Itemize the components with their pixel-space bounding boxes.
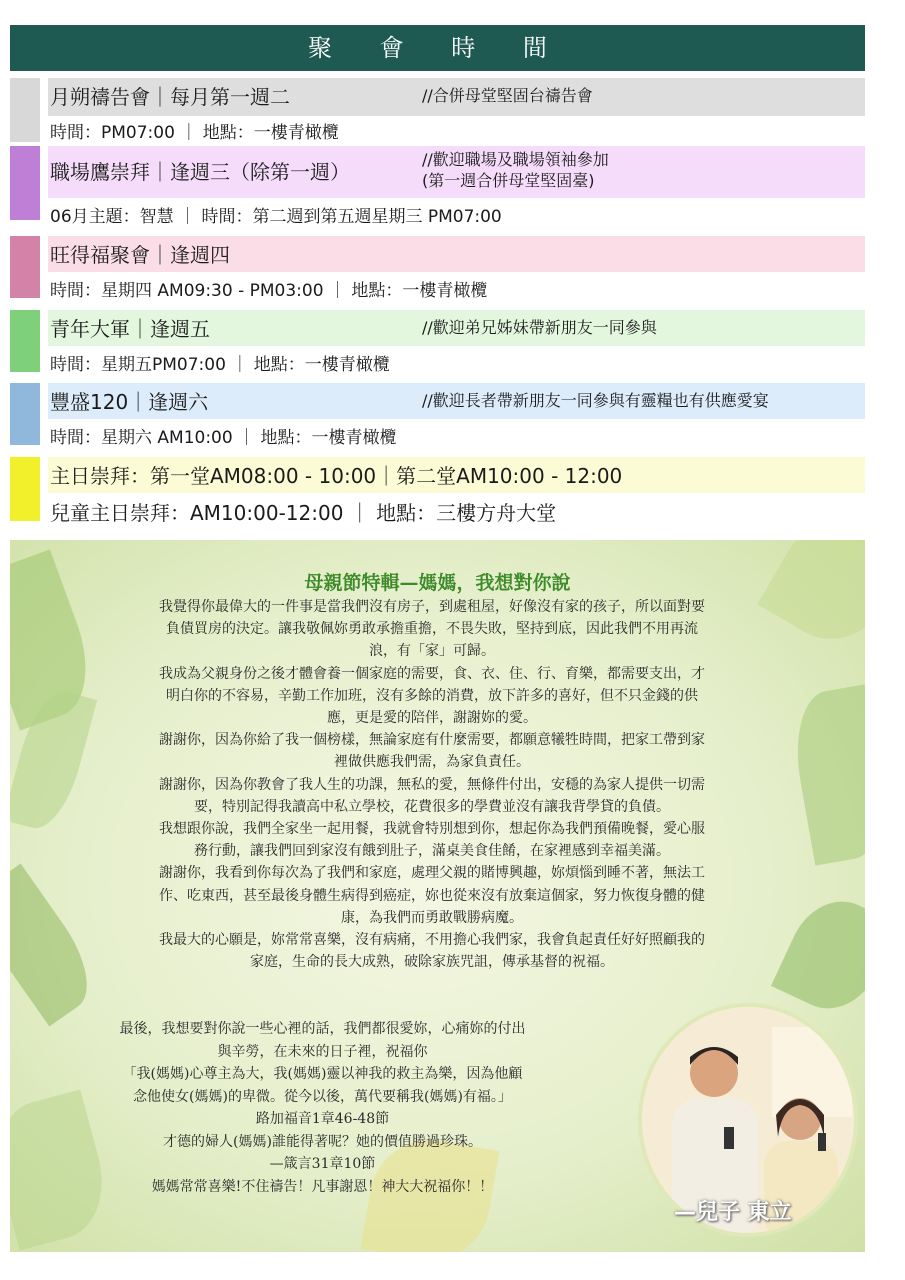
mothers-day-letter — [10, 540, 865, 1252]
event-color-swatch — [10, 146, 40, 220]
event-title: 豐盛120｜逢週六 — [50, 390, 209, 414]
closing-line: 「我(媽媽)心尊主為大，我(媽媽)靈以神我的救主為樂，因為他顧 — [122, 1066, 523, 1082]
event-row — [10, 78, 865, 148]
event-color-swatch — [10, 457, 40, 521]
event-details: 時間：星期六 AM10:00 ｜ 地點：一樓青橄欖 — [50, 428, 397, 448]
letter-line: 作、吃東西，甚至最後身體生病得到癌症，妳也從來沒有放棄這個家，努力恢復身體的健 — [159, 887, 705, 904]
letter-line: 應，更是愛的陪伴，謝謝妳的愛。 — [327, 710, 537, 727]
closing-line: 最後，我想要對你說一些心裡的話，我們都很愛妳，心痛妳的付出 — [119, 1021, 526, 1037]
event-note-secondary: (第一週合併母堂堅固臺) — [422, 171, 595, 190]
event-color-swatch — [10, 236, 40, 298]
event-color-swatch — [10, 383, 40, 445]
letter-line: 我最大的心願是，妳常常喜樂，沒有病痛，不用擔心我們家，我會負起責任好好照顧我的 — [159, 932, 705, 949]
event-row — [10, 310, 865, 380]
letter-line: 謝謝你，我看到你每次為了我們和家庭，處理父親的賭博興趣，妳煩惱到睡不著，無法工 — [159, 865, 705, 882]
letter-line: 浪，有「家」可歸。 — [369, 643, 495, 660]
event-title: 旺得福聚會｜逢週四 — [50, 243, 230, 267]
event-details: 時間：星期四 AM09:30 - PM03:00 ｜ 地點：一樓青橄欖 — [50, 281, 488, 301]
closing-line: 念他使女(媽媽)的卑微。從今以後，萬代要稱我(媽媽)有福。」 — [133, 1088, 512, 1105]
letter-body — [72, 596, 792, 973]
event-title: 職場鷹崇拜｜逢週三（除第一週） — [50, 160, 350, 184]
letter-title: 母親節特輯—媽媽，我想對你說 — [304, 572, 571, 594]
event-row — [10, 146, 865, 232]
event-color-swatch — [10, 310, 40, 372]
event-details: 兒童主日崇拜：AM10:00-12:00 ｜ 地點：三樓方舟大堂 — [50, 501, 557, 525]
letter-line: 謝謝你，因為你教會了我人生的功課，無私的愛，無條件付出，安穩的為家人提供一切需 — [159, 776, 705, 793]
closing-line: 媽媽常常喜樂!不住禱告！凡事謝恩！神大大祝福你！！ — [151, 1178, 494, 1195]
letter-signature: —兒子 東立 — [674, 1199, 792, 1225]
event-row — [10, 383, 865, 453]
letter-closing — [50, 1018, 595, 1198]
event-color-swatch — [10, 78, 40, 142]
closing-line: 才德的婦人(媽媽)誰能得著呢？她的價值勝過珍珠。 — [163, 1133, 482, 1150]
letter-line: 康，為我們而勇敢戰勝病魔。 — [341, 909, 523, 926]
event-row — [10, 457, 865, 527]
event-title: 青年大軍｜逢週五 — [50, 317, 210, 341]
letter-line: 要，特別記得我讀高中私立學校，花費很多的學費並沒有讓我背學貸的負債。 — [194, 798, 670, 815]
event-note: //歡迎弟兄姊妹帶新朋友一同參與 — [422, 318, 657, 337]
leaf-decoration — [786, 684, 865, 865]
closing-line: 與辛勞，在未來的日子裡，祝福你 — [217, 1043, 428, 1060]
event-title: 月朔禱告會｜每月第一週二 — [50, 85, 290, 109]
event-title: 主日崇拜：第一堂AM08:00 - 10:00｜第二堂AM10:00 - 12:00 — [50, 464, 623, 488]
letter-line: 明白你的不容易，辛勤工作加班，沒有多餘的消費，放下許多的喜好，但不只金錢的供 — [166, 687, 698, 704]
letter-line: 我想跟你說，我們全家坐一起用餐，我就會特別想到你，想起你為我們預備晚餐，愛心服 — [159, 821, 705, 838]
letter-line: 負債買房的決定。讓我敬佩妳勇敢承擔重擔，不畏失敗，堅持到底，因此我們不用再流 — [166, 621, 698, 638]
letter-line: 家庭，生命的長大成熟，破除家族咒詛，傳承基督的祝福。 — [250, 954, 614, 971]
letter-line: 我成為父親身份之後才體會養一個家庭的需要，食、衣、住、行、育樂，都需要支出，才 — [159, 665, 705, 682]
event-details: 時間：星期五PM07:00 ｜ 地點：一樓青橄欖 — [50, 355, 390, 375]
closing-line: —箴言31章10節 — [269, 1156, 376, 1172]
event-details: 時間：PM07:00 ｜ 地點：一樓青橄欖 — [50, 123, 339, 143]
section-header: 聚 會 時 間 — [10, 25, 865, 71]
closing-line: 路加福音1章46-48節 — [255, 1111, 390, 1127]
letter-line: 裡做供應我們需，為家負責任。 — [334, 754, 530, 771]
letter-line: 務行動，讓我們回到家沒有餓到肚子，滿桌美食佳餚，在家裡感到幸福美滿。 — [194, 843, 670, 860]
letter-line: 謝謝你，因為你給了我一個榜樣，無論家庭有什麼需要，都願意犧牲時間，把家工帶到家 — [159, 732, 705, 749]
event-note: //歡迎長者帶新朋友一同參與有靈糧也有供應愛宴 — [422, 391, 769, 410]
event-row — [10, 236, 865, 306]
letter-line: 我覺得你最偉大的一件事是當我們沒有房子，到處租屋，好像沒有家的孩子，所以面對要 — [159, 599, 705, 615]
event-details: 06月主題：智慧 ｜ 時間：第二週到第五週星期三 PM07:00 — [50, 207, 502, 227]
event-note: //合併母堂堅固台禱告會 — [422, 86, 593, 105]
event-note: //歡迎職場及職場領袖參加 — [422, 150, 609, 169]
